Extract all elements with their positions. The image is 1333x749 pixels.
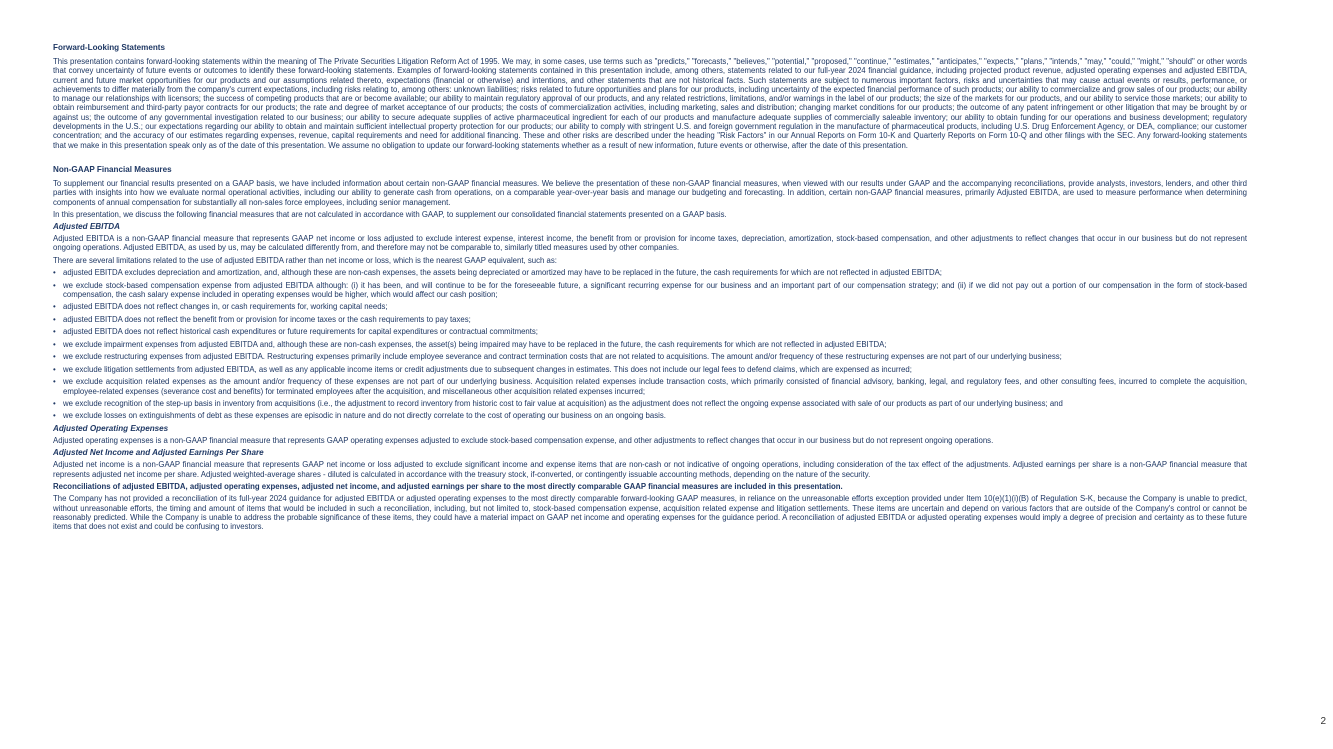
bullet-icon: • xyxy=(53,399,56,408)
bullet-icon: • xyxy=(53,302,56,312)
list-item-text: we exclude impairment expenses from adjusted EBITDA and, although these are non-cash expenses, the asset(s) being impaired may have to be replaced in the future, the cash requirements for which are not reflected in adjusted EBITDA; xyxy=(63,339,887,349)
list-item-text: adjusted EBITDA does not reflect historical cash expenditures or future requirements for capital expenditures or contractual commitments; xyxy=(63,327,538,337)
non-gaap-paragraph-1: To supplement our financial results presented on a GAAP basis, we have included information about certain non-GAAP financial measures. We believe the presentation of these non-GAAP financial measures, when viewed with our results under GAAP and the accompanying reconciliations, provide analysts, investors, lenders, and other third parties with insights into how we evaluate normal operational activities, including our ability to generate cash from operations, on a comparable year-over-year basis and manage our budgeting and forecasting. In addition, certain non-GAAP financial measures, primarily Adjusted EBITDA, are used to measure performance when determining components of annual compensation for substantially all non-sales force employees, including senior management. xyxy=(53,178,1247,207)
bullet-icon: • xyxy=(53,327,56,337)
adjusted-ebitda-paragraph-2: There are several limitations related to the use of adjusted EBITDA rather than net income or loss, which is the nearest GAAP equivalent, such as: xyxy=(53,255,557,265)
list-item-text: we exclude recognition of the step-up basis in inventory from acquisitions (i.e., the adjustment to record inventory from historic cost to fair value at acquisition) as the adjustment does not reflect the ongoing expense associated with sale of our products as part of our underlying business; and xyxy=(63,399,1063,408)
list-item xyxy=(53,411,1247,420)
document-page xyxy=(53,43,1247,535)
list-item xyxy=(53,327,1247,336)
list-item xyxy=(53,315,1247,324)
bullet-icon: • xyxy=(53,352,56,362)
bullet-icon: • xyxy=(53,280,56,290)
list-item-text: we exclude restructuring expenses from adjusted EBITDA. Restructuring expenses primarily include employee severance and contract termination costs that are not related to acquisitions. The amount and/or frequency of these restructuring expenses are not part of our underlying business; xyxy=(63,352,1062,362)
bullet-icon: • xyxy=(53,268,56,278)
non-gaap-paragraph-2: In this presentation, we discuss the following financial measures that are not calculated in accordance with GAAP, to supplement our consolidated financial statements presented on a GAAP basis. xyxy=(53,209,727,219)
adjusted-ebitda-paragraph-1: Adjusted EBITDA is a non-GAAP financial measure that represents GAAP net income or loss adjusted to exclude interest expense, interest income, the benefit from or provision for income taxes, depreciation, amortization, stock-based compensation, and other adjustments to reflect changes that occur in our business but do not represent ongoing operations. Adjusted EBITDA, as used by us, may be calculated differently from, and therefore may not be comparable to, similarly titled measures used by other companies. xyxy=(53,234,1247,253)
reconciliation-paragraph: The Company has not provided a reconciliation of its full-year 2024 guidance for adjusted EBITDA or adjusted operating expenses to the most directly comparable forward-looking GAAP measures, in reliance on the unreasonable efforts exception provided under Item 10(e)(1)(i)(B) of Regulation S-K, because the Company is unable to predict, without unreasonable efforts, the timing and amount of items that would be included in such a reconciliation, including, but not limited to, stock-based compensation expense, acquisition related expense and litigation settlements. These items are uncertain and depend on various factors that are outside of the Company's control or cannot be reasonably predicted. While the Company is unable to address the probable significance of these items, they could have a material impact on GAAP net income and operating expenses for the guidance period. A reconciliation of adjusted EBITDA or adjusted operating expenses would imply a degree of precision and certainty as to these future items that does not exist and could be confusing to investors. xyxy=(53,494,1247,532)
adjusted-net-income-paragraph: Adjusted net income is a non-GAAP financial measure that represents GAAP net income or loss adjusted to exclude significant income and expense items that are non-cash or not indicative of ongoing operations, including consideration of the tax effect of the adjustments. Adjusted earnings per share is a non-GAAP financial measure that represents adjusted net income per share. Adjusted weighted-average shares - diluted is calculated in accordance with the treasury stock, if-converted, or contingently issuable accounting methods, depending on the nature of the security. xyxy=(53,460,1247,479)
list-item-text: adjusted EBITDA does not reflect the benefit from or provision for income taxes or the cash requirements to pay taxes; xyxy=(63,314,471,324)
adjusted-opex-paragraph: Adjusted operating expenses is a non-GAAP financial measure that represents GAAP operating expenses adjusted to exclude stock-based compensation expense, and other adjustments to reflect changes that occur in our business but do not represent ongoing operations. xyxy=(53,435,994,445)
adjusted-ebitda-heading: Adjusted EBITDA xyxy=(53,222,120,232)
section-gap xyxy=(53,153,1247,165)
list-item-text: adjusted EBITDA does not reflect changes in, or cash requirements for, working capital needs; xyxy=(63,302,388,312)
list-item xyxy=(53,281,1247,300)
list-item xyxy=(53,352,1247,361)
adjusted-opex-heading: Adjusted Operating Expenses xyxy=(53,423,169,433)
ebitda-limitations-list xyxy=(53,268,1247,421)
list-item-text: we exclude losses on extinguishments of debt as these expenses are episodic in nature and do not directly correlate to the cost of operating our business on an ongoing basis. xyxy=(63,411,666,421)
list-item xyxy=(53,377,1247,396)
list-item xyxy=(53,268,1247,277)
list-item xyxy=(53,302,1247,311)
list-item xyxy=(53,340,1247,349)
reconciliation-bold-statement: Reconciliations of adjusted EBITDA, adjusted operating expenses, adjusted net income, and adjusted earnings per share to the most directly comparable GAAP financial measures are included in this presentation. xyxy=(53,481,843,491)
forward-looking-heading: Forward-Looking Statements xyxy=(53,43,165,52)
list-item-text: we exclude stock-based compensation expense from adjusted EBITDA although: (i) it has been, and will continue to be for the foreseeable future, a significant recurring expense for our business and an important part of our compensation strategy; and (ii) if we did not pay out a portion of our compensation in the form of stock-based compensation, the cash salary expense included in operating expenses would be higher, which would affect our cash position; xyxy=(63,280,1247,299)
list-item xyxy=(53,365,1247,374)
list-item-text: we exclude acquisition related expenses as the amount and/or frequency of these expenses are not part of our underlying business. Acquisition related expenses include transaction costs, which primarily consisted of financial advisory, banking, legal, and regulatory fees, and other consulting fees, incurred to complete the acquisition, employee-related expenses (severance cost and benefits) for terminated employees after the acquisition, and miscellaneous other acquisition related expenses incurred; xyxy=(63,377,1247,396)
non-gaap-heading: Non-GAAP Financial Measures xyxy=(53,164,172,174)
page-number: 2 xyxy=(1320,716,1326,727)
bullet-icon: • xyxy=(53,411,56,421)
forward-looking-body: This presentation contains forward-looking statements within the meaning of The Private Securities Litigation Reform Act of 1995. We may, in some cases, use terms such as "predicts," "forecasts," "believes," "potential," "proposed," "continue," "estimates," "anticipates," "expects," "plans," "intends," "may," "could," "might," "should" or other words that convey uncertainty of future events or outcomes to identify these forward-looking statements. Examples of forward-looking statements contained in this presentation include, among others, statements related to our full-year 2024 financial guidance, including projected product revenue, adjusted operating expenses and adjusted EBITDA, current and future market opportunities for our products and our assumptions related thereto, expectations (financial or otherwise) and intentions, and other statements that are not historical facts. Such statements are subject to numerous important factors, risks and uncertainties that may cause actual events or results, performance, or achievements to differ materially from the company's current expectations, including risks relating to, among others: unknown liabilities; risks related to future opportunities and plans for our products, including uncertainty of the expected financial performance of such products; our ability to commercialize and grow sales of our products; our ability to manage our relationships with licensors; the success of competing products that are or become available; our ability to maintain regulatory approval of our products, and any related restrictions, limitations, and/or warnings in the label of our products; the size of the markets for our products, and our ability to service those markets; our ability to obtain reimbursement and third-party payor contracts for our products; the rate and degree of market acceptance of our products; the costs of commercialization activities, including marketing, sales and distribution; changing market conditions for our products; the outcome of any patent infringement or other litigation that may be brought by or against us; the outcome of any governmental investigation related to our business; our ability to secure adequate supplies of active pharmaceutical ingredient for each of our products and manufacture adequate supplies of commercially saleable inventory; our ability to obtain funding for our operations and business development; regulatory developments in the U.S.; our expectations regarding our ability to obtain and maintain sufficient intellectual property protection for our products; our ability to comply with stringent U.S. and foreign government regulation in the manufacture of pharmaceutical products, including U.S. Drug Enforcement Agency, or DEA, compliance; our customer concentration; and the accuracy of our estimates regarding expenses, revenue, capital requirements and need for additional financing. These and other risks are described under the heading "Risk Factors" in our Annual Reports on Form 10-K and Quarterly Reports on Form 10-Q and other filings with the SEC. Any forward-looking statements that we make in this presentation speak only as of the date of this presentation. We assume no obligation to update our forward-looking statements whether as a result of new information, future events or otherwise, after the date of this presentation. xyxy=(53,57,1247,150)
bullet-icon: • xyxy=(53,364,56,374)
bullet-icon: • xyxy=(53,377,56,387)
bullet-icon: • xyxy=(53,339,56,349)
list-item-text: we exclude litigation settlements from adjusted EBITDA, as well as any applicable income items or credit adjustments due to subsequent changes in estimates. This does not include our legal fees to defend claims, which are expensed as incurred; xyxy=(63,364,912,374)
list-item xyxy=(53,399,1247,408)
adjusted-net-income-heading: Adjusted Net Income and Adjusted Earnings Per Share xyxy=(53,448,264,458)
list-item-text: adjusted EBITDA excludes depreciation and amortization, and, although these are non-cash expenses, the assets being depreciated or amortized may have to be replaced in the future, the cash requirements for which are not reflected in adjusted EBITDA; xyxy=(63,268,942,278)
bullet-icon: • xyxy=(53,314,56,324)
